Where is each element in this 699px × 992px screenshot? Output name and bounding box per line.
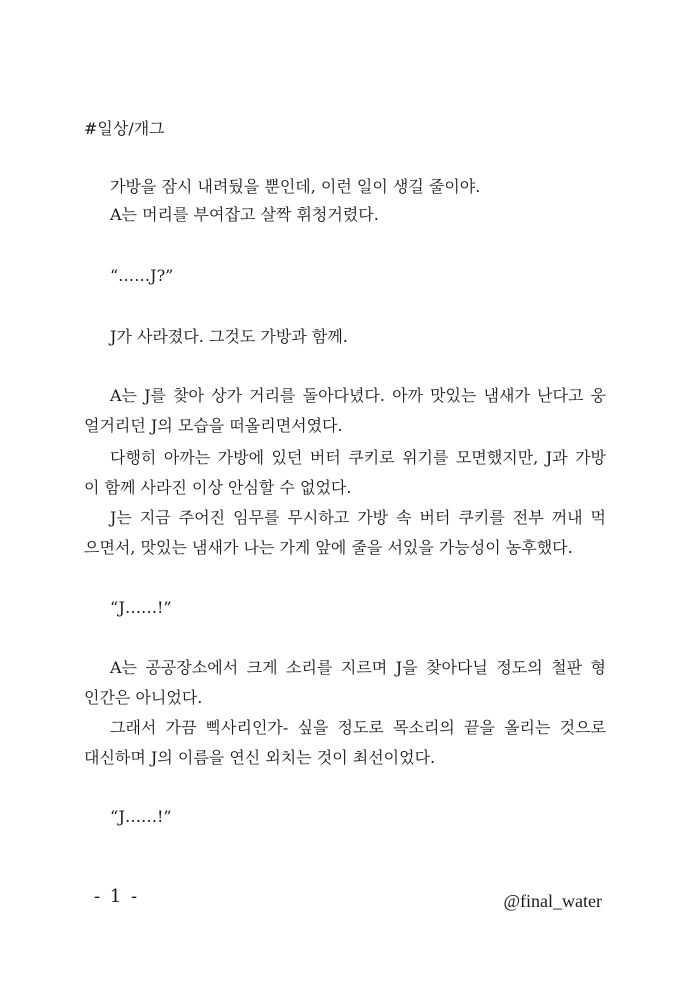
paragraph-line: 얼거리던 J의 모습을 떠올리면서였다.: [84, 416, 343, 435]
paragraph-line: 그래서 가끔 삑사리인가- 싶을 정도로 목소리의 끝을 올리는 것으로: [110, 718, 606, 737]
paragraph-line: A는 J를 찾아 상가 거리를 돌아다녔다. 아까 맛있는 냄새가 난다고 웅: [110, 386, 606, 405]
paragraph-line: J가 사라졌다. 그것도 가방과 함께.: [110, 327, 348, 346]
paragraph-line: 대신하며 J의 이름을 연신 외치는 것이 최선이었다.: [84, 748, 436, 767]
paragraph-line: 다행히 아까는 가방에 있던 버터 쿠키로 위기를 모면했지만, J과 가방: [110, 448, 606, 467]
paragraph-line: 으면서, 맛있는 냄새가 나는 가게 앞에 줄을 서있을 가능성이 농후했다.: [84, 538, 573, 557]
tag-line: #일상/개그: [84, 119, 165, 138]
paragraph-line: 가방을 잠시 내려뒀을 뿐인데, 이런 일이 생길 줄이야.: [110, 177, 481, 196]
dialogue-line: “J……!”: [110, 598, 172, 617]
paragraph-line: A는 공공장소에서 크게 소리를 지르며 J을 찾아다닐 정도의 철판 형: [110, 658, 606, 677]
paragraph-line: A는 머리를 부여잡고 살짝 휘청거렸다.: [110, 205, 379, 224]
paragraph-line: 인간은 아니었다.: [84, 688, 203, 707]
page-number: - 1 -: [94, 886, 140, 907]
dialogue-line: “……J?”: [110, 266, 174, 285]
dialogue-line: “J……!”: [110, 807, 172, 826]
author-handle: @final_water: [503, 891, 602, 911]
paragraph-line: 이 함께 사라진 이상 안심할 수 없었다.: [84, 478, 352, 497]
paragraph-line: J는 지금 주어진 임무를 무시하고 가방 속 버터 쿠키를 전부 꺼내 먹: [110, 508, 606, 527]
